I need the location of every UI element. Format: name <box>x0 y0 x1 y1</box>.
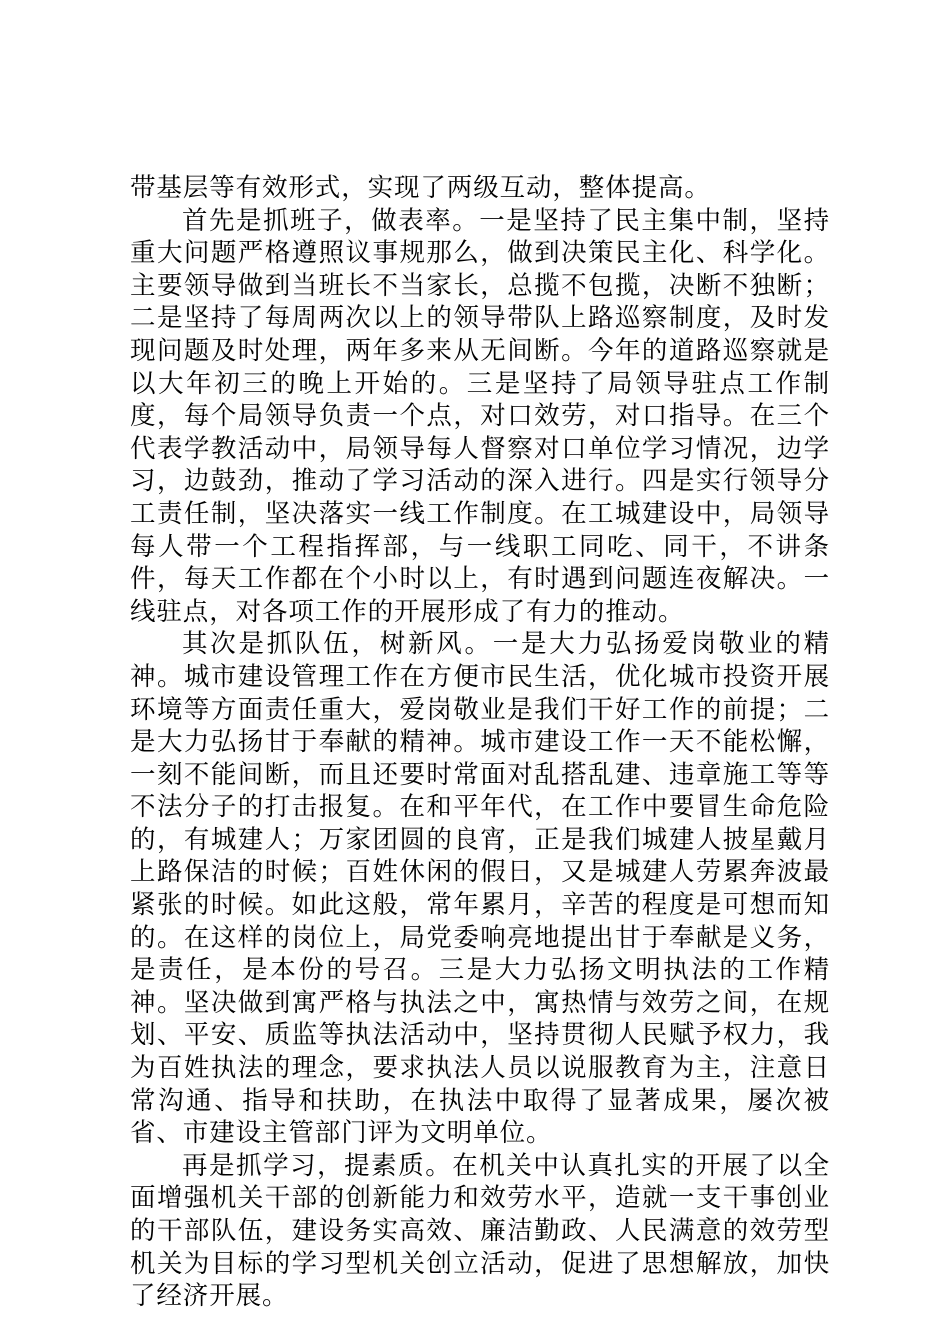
paragraph-learning: 再是抓学习，提素质。在机关中认真扎实的开展了以全面增强机关干部的创新能力和效劳水平，造就一支干事创业的干部队伍，建设务实高效、廉洁勤政、人民满意的效劳型机关为目标的学习型机关创立活动，促进了思想解放，加快了经济开展。 <box>130 1150 830 1312</box>
document-body <box>130 172 830 1313</box>
paragraph-leadership: 首先是抓班子，做表率。一是坚持了民主集中制，坚持重大问题严格遵照议事规那么，做到决策民主化、科学化。主要领导做到当班长不当家长，总揽不包揽，决断不独断；二是坚持了每周两次以上的领导带队上路巡察制度，及时发现问题及时处理，两年多来从无间断。今年的道路巡察就是以大年初三的晚上开始的。三是坚持了局领导驻点工作制度，每个局领导负责一个点，对口效劳，对口指导。在三个代表学教活动中，局领导每人督察对口单位学习情况，边学习，边鼓劲，推动了学习活动的深入进行。四是实行领导分工责任制，坚决落实一线工作制度。在工城建设中，局领导每人带一个工程指挥部，与一线职工同吃、同干，不讲条件，每天工作都在个小时以上，有时遇到问题连夜解决。一线驻点，对各项工作的开展形成了有力的推动。 <box>130 205 830 627</box>
paragraph-team: 其次是抓队伍，树新风。一是大力弘扬爱岗敬业的精神。城市建设管理工作在方便市民生活，优化城市投资开展环境等方面责任重大，爱岗敬业是我们干好工作的前提；二是大力弘扬甘于奉献的精神。城市建设工作一天不能松懈，一刻不能间断，而且还要时常面对乱搭乱建、违章施工等等不法分子的打击报复。在和平年代，在工作中要冒生命危险的，有城建人；万家团圆的良宵，正是我们城建人披星戴月上路保洁的时候；百姓休闲的假日，又是城建人劳累奔波最紧张的时候。如此这般，常年累月，辛苦的程度是可想而知的。在这样的岗位上，局党委响亮地提出甘于奉献是义务，是责任，是本份的号召。三是大力弘扬文明执法的工作精神。坚决做到寓严格与执法之中，寓热情与效劳之间，在规划、平安、质监等执法活动中，坚持贯彻人民赋予权力，我为百姓执法的理念，要求执法人员以说服教育为主，注意日常沟通、指导和扶助，在执法中取得了显著成果，屡次被省、市建设主管部门评为文明单位。 <box>130 629 830 1149</box>
paragraph-continuation: 带基层等有效形式，实现了两级互动，整体提高。 <box>130 173 711 203</box>
